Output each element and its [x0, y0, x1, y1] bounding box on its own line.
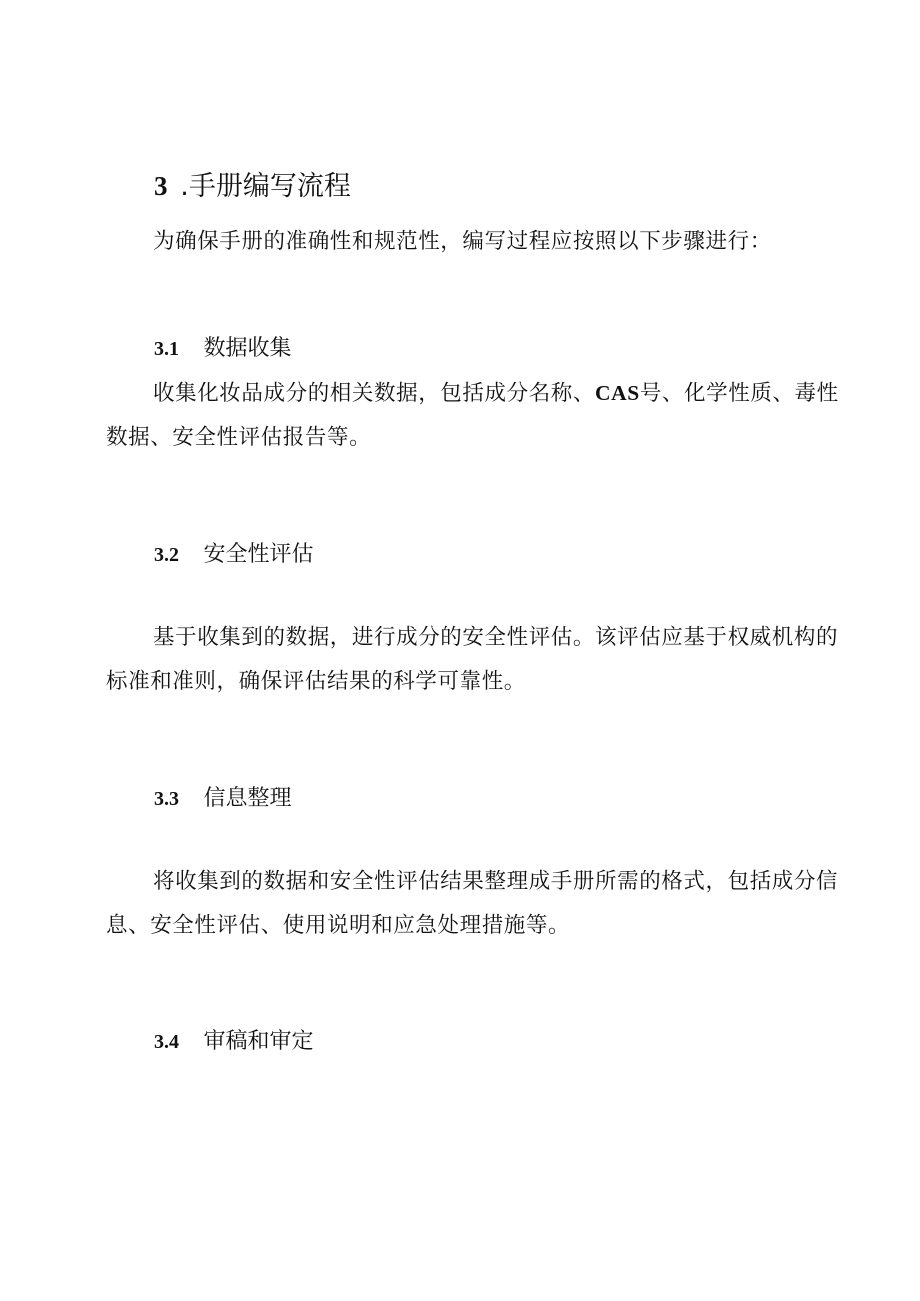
- step-heading-3-4: [154, 1027, 314, 1056]
- step-title: 安全性评估: [203, 542, 314, 567]
- step-heading-3-1: [154, 334, 292, 363]
- cas-term: CAS: [595, 381, 640, 405]
- section-title: .手册编写流程: [180, 171, 351, 202]
- step-body-text: 号、化学性质、毒性数据、安全性评估报告等。: [106, 381, 839, 450]
- step-body-text: 收集化妆品成分的相关数据，包括成分名称、: [153, 381, 596, 406]
- step-body-3-2: 基于收集到的数据，进行成分的安全性评估。该评估应基于权威机构的标准和准则，确保评估结果的科学可靠性。: [106, 625, 839, 694]
- step-heading-3-3: [154, 784, 292, 813]
- step-title: 数据收集: [203, 336, 292, 361]
- step-number: 3.3: [154, 788, 179, 810]
- step-body-3-1: [106, 371, 846, 460]
- intro-paragraph: 为确保手册的准确性和规范性，编写过程应按照以下步骤进行：: [153, 229, 772, 254]
- step-body-3-3: 将收集到的数据和安全性评估结果整理成手册所需的格式，包括成分信息、安全性评估、使用说明和应急处理措施等。: [106, 869, 839, 938]
- step-title: 信息整理: [203, 786, 292, 811]
- step-number: 3.4: [154, 1031, 179, 1053]
- step-heading-3-2: [154, 540, 314, 569]
- step-number: 3.1: [154, 338, 179, 360]
- step-title: 审稿和审定: [203, 1029, 314, 1054]
- section-heading: [154, 170, 351, 203]
- step-number: 3.2: [154, 544, 179, 566]
- section-number: 3: [154, 171, 168, 201]
